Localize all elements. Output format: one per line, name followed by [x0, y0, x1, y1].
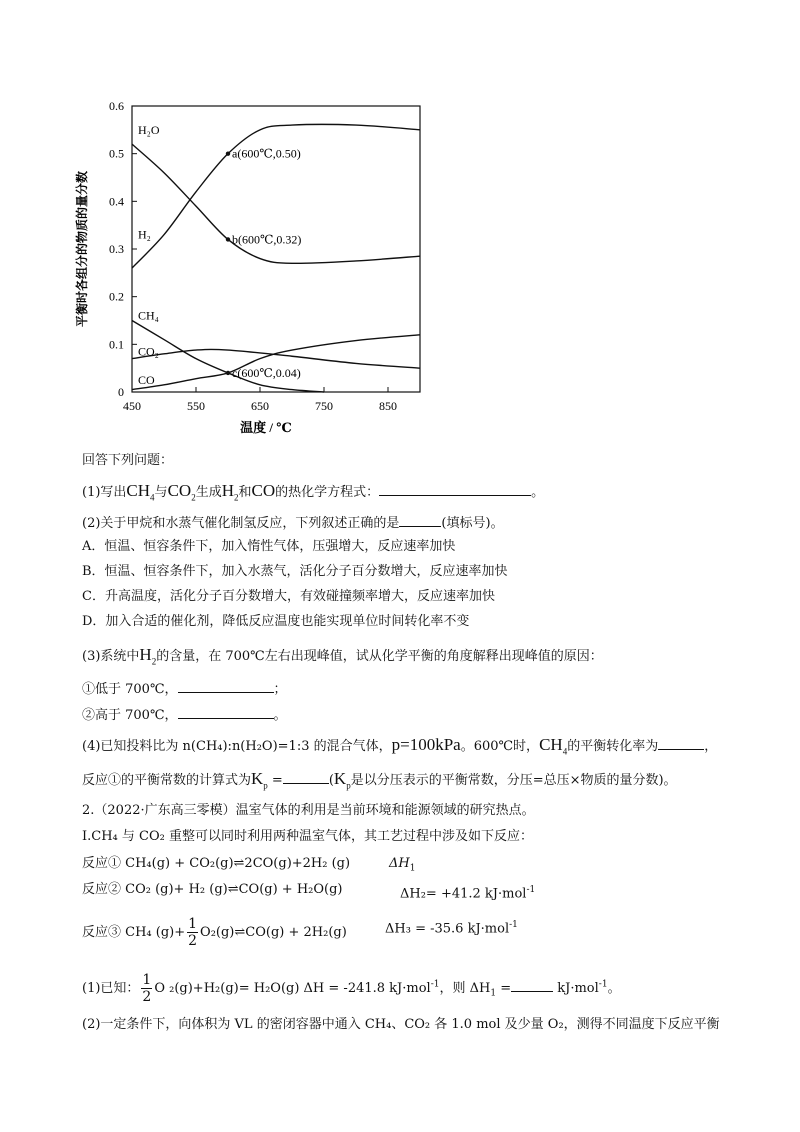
s1-end: 。 — [607, 981, 621, 996]
q3-item-1-text: ①低于 700℃， — [82, 682, 178, 697]
reaction-1 — [82, 855, 416, 874]
reaction-3-text-b: O₂(g)⇌CO(g) + 2H₂(g) — [200, 925, 347, 940]
q1-co: CO — [251, 481, 276, 500]
series-label-co: CO₂ — [138, 344, 159, 359]
y-tick-label: 0.3 — [109, 242, 124, 256]
q4-text-b: 。600℃时， — [460, 739, 540, 754]
q3-item-2-text: ②高于 700℃， — [82, 708, 178, 723]
q1-answer-blank[interactable] — [379, 482, 531, 496]
option-a: A．恒温、恒容条件下，加入惰性气体，压强增大，反应速率加快 — [82, 539, 456, 554]
q1-text-b: 与 — [154, 485, 168, 500]
series-line-co — [132, 335, 420, 390]
annotation-point — [226, 151, 230, 155]
annotation-label: c(600℃,0.04) — [232, 365, 301, 380]
q1-text: (1)写出 — [82, 485, 127, 500]
reaction-3-fraction: $\frac{1}{2}$ — [188, 916, 198, 949]
q2-end: (填标号)。 — [441, 516, 504, 531]
reaction-3-text: 反应③ CH₄ (g)+ — [82, 925, 186, 940]
annotation-label: a(600℃,0.50) — [232, 146, 301, 161]
q4-pressure: p=100kPa — [391, 735, 461, 754]
x-tick-label: 550 — [187, 399, 205, 413]
q3-item-2-end: 。 — [273, 708, 287, 723]
q3-item-2 — [82, 705, 287, 725]
reaction-1-dh: $\Delta H_1$ — [389, 856, 416, 874]
series-label-ch: CH₄ — [138, 308, 159, 323]
s1-sup: -1 — [430, 979, 440, 990]
sub-question-2: (2)一定条件下，向体积为 VL 的密闭容器中通入 CH₄、CO₂ 各 1.0 mol 及少量 O₂，测得不同温度下反应平衡 — [82, 1017, 720, 1032]
question-4 — [82, 736, 717, 760]
reaction-2 — [82, 881, 536, 902]
reaction-3-dh: ΔH₃ = -35.6 kJ·mol$^{-1}$ — [385, 920, 518, 937]
x-tick-label: 750 — [315, 399, 333, 413]
q1-co2: $CO_2$ — [167, 481, 196, 503]
answer-intro: 回答下列问题： — [82, 453, 174, 468]
q4-text-c: 的平衡转化率为 — [567, 739, 659, 754]
q4-end: ， — [704, 739, 718, 754]
y-tick-label: 0.6 — [109, 99, 124, 113]
q4-line2-text-b: 是以分压表示的平衡常数，分压=总压×物质的量分数)。 — [350, 773, 677, 788]
s1-unit: kJ·mol — [553, 981, 599, 996]
q1-end: 。 — [531, 485, 545, 500]
q3-h2: $H_2$ — [139, 645, 157, 667]
problem-2-title: 2.（2022·广东高三零模）温室气体的利用是当前环境和能源领域的研究热点。 — [82, 803, 535, 818]
series-label-ho: H₂O — [138, 123, 160, 138]
q3-text: (3)系统中 — [82, 649, 140, 664]
q4-text: (4)已知投料比为 n(CH₄):n(H₂O)=1:3 的混合气体， — [82, 739, 392, 754]
reaction-3 — [82, 916, 518, 949]
question-1 — [82, 482, 544, 506]
y-tick-label: 0.4 — [109, 194, 124, 209]
q4-paren: ( — [328, 773, 334, 788]
s1-sub: 1 — [490, 988, 497, 999]
q4-line2-text: 反应①的平衡常数的计算式为 — [82, 773, 252, 788]
q1-text-d: 和 — [238, 485, 252, 500]
s1-eq: = — [496, 981, 512, 996]
q4-kp-blank[interactable] — [283, 770, 329, 784]
s1-text-c: ，则 ΔH — [439, 981, 491, 996]
reaction-2-equation: 反应② CO₂ (g)+ H₂ (g)⇌CO(g) + H₂O(g) — [82, 882, 343, 897]
series-label-co: CO — [138, 373, 155, 388]
problem-2-intro: I.CH₄ 与 CO₂ 重整可以同时利用两种温室气体，其工艺过程中涉及如下反应： — [82, 829, 533, 844]
q3-blank-2[interactable] — [178, 705, 274, 719]
question-2 — [82, 513, 504, 533]
q4-kp: $K_p$ — [251, 769, 268, 791]
series-label-h: H₂ — [138, 227, 151, 242]
chart-labels — [74, 99, 397, 435]
y-tick-label: 0 — [118, 385, 124, 399]
option-c: C．升高温度，活化分子百分数增大，有效碰撞频率增大，反应速率加快 — [82, 589, 495, 604]
reaction-2-dh: ΔH₂= +41.2 kJ·mol$^{-1}$ — [400, 885, 536, 902]
s1-text-b: O ₂(g)+H₂(g)= H₂O(g) ΔH = -241.8 kJ·mol — [154, 981, 431, 996]
q2-answer-blank[interactable] — [399, 513, 441, 527]
option-d: D．加入合适的催化剂，降低反应温度也能实现单位时间转化率不变 — [82, 614, 470, 629]
y-tick-label: 0.5 — [109, 146, 124, 161]
equilibrium-chart — [70, 92, 430, 448]
q3-item-1-end: ； — [273, 682, 287, 697]
s1-fraction: $\frac{1}{2}$ — [142, 972, 152, 1005]
x-tick-label: 650 — [251, 399, 269, 413]
q4-ch4: $CH_4$ — [539, 735, 568, 757]
q3-blank-1[interactable] — [178, 679, 274, 693]
chart-series — [132, 124, 420, 392]
x-axis-label: 温度 / ℃ — [240, 420, 292, 435]
x-tick-label: 450 — [123, 399, 141, 413]
q3-text-b: 的含量，在 700℃左右出现峰值，试从化学平衡的角度解释出现峰值的原因： — [156, 649, 603, 664]
q4-kp2: $K_p$ — [333, 769, 351, 791]
s1-answer-blank[interactable] — [511, 978, 553, 992]
y-axis-label: 平衡时各组分的物质的量分数 — [75, 170, 89, 328]
question-3 — [82, 646, 603, 670]
reaction-1-equation: 反应① CH₄(g) + CO₂(g)⇌2CO(g)+2H₂ (g) — [82, 856, 351, 871]
sub-question-1 — [82, 972, 621, 1005]
q4-eq: = — [267, 773, 283, 788]
annotation-label: b(600℃,0.32) — [232, 232, 302, 247]
q4-conversion-blank[interactable] — [658, 736, 704, 750]
q1-ch4: $CH_4$ — [126, 481, 155, 503]
q1-h2: $H_2$ — [221, 481, 239, 503]
q2-text: (2)关于甲烷和水蒸气催化制氢反应，下列叙述正确的是 — [82, 516, 400, 531]
s1-text: (1)已知： — [82, 981, 140, 996]
annotation-point — [226, 371, 230, 375]
q1-text-c: 生成 — [195, 485, 222, 500]
q1-text-e: 的热化学方程式： — [275, 485, 380, 500]
s1-sup-2: -1 — [598, 979, 608, 990]
question-4-line-2 — [82, 770, 677, 794]
q3-item-1 — [82, 679, 287, 699]
y-tick-label: 0.1 — [109, 337, 124, 352]
option-b: B．恒温、恒容条件下，加入水蒸气，活化分子百分数增大，反应速率加快 — [82, 564, 508, 579]
y-tick-label: 0.2 — [109, 289, 124, 304]
x-tick-label: 850 — [379, 399, 397, 413]
annotation-point — [226, 237, 230, 241]
